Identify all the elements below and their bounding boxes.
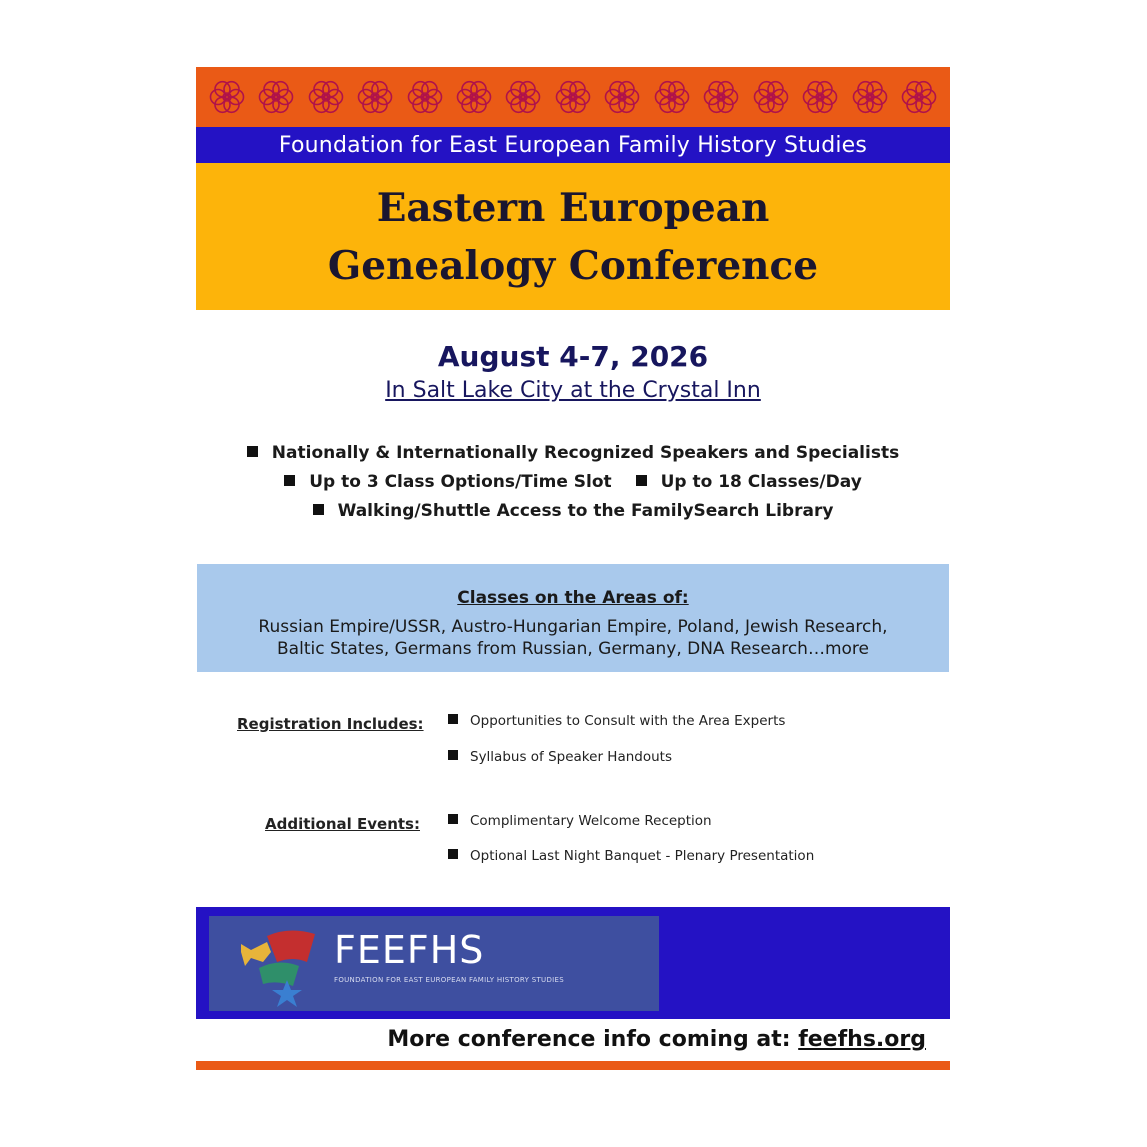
additional-event-item bbox=[448, 848, 814, 864]
feature-line-1 bbox=[196, 443, 950, 463]
feature-classes-per-day: Up to 18 Classes/Day bbox=[660, 472, 862, 492]
website-link[interactable]: feefhs.org bbox=[798, 1027, 926, 1052]
feefhs-logo-name: FEEFHS bbox=[334, 928, 485, 972]
flower-icon bbox=[553, 77, 593, 117]
logo-banner bbox=[196, 907, 950, 1019]
flower-icon bbox=[652, 77, 692, 117]
class-areas-box bbox=[197, 564, 949, 672]
footer-info bbox=[196, 1027, 926, 1052]
feefhs-logo bbox=[209, 916, 659, 1011]
additional-events-label: Additional Events: bbox=[265, 815, 420, 833]
flower-icon bbox=[405, 77, 445, 117]
flower-icon bbox=[800, 77, 840, 117]
registration-item bbox=[448, 749, 672, 765]
registration-item-text: Syllabus of Speaker Handouts bbox=[470, 749, 672, 765]
feature-speakers: Nationally & Internationally Recognized Speakers and Specialists bbox=[271, 443, 900, 463]
flower-icon bbox=[256, 77, 296, 117]
additional-event-text: Complimentary Welcome Reception bbox=[470, 813, 712, 829]
feature-line-2 bbox=[196, 472, 950, 492]
flower-icon bbox=[503, 77, 543, 117]
title-banner bbox=[196, 163, 950, 310]
bullet-square-icon bbox=[284, 475, 295, 486]
conference-dates: August 4-7, 2026 bbox=[437, 340, 709, 373]
bullet-square-icon bbox=[448, 849, 458, 859]
class-areas-line-1: Russian Empire/USSR, Austro-Hungarian Empire, Poland, Jewish Research, bbox=[258, 617, 888, 637]
feature-library-access: Walking/Shuttle Access to the FamilySearch Library bbox=[337, 501, 834, 521]
bullet-square-icon bbox=[448, 714, 458, 724]
feature-line-3 bbox=[196, 501, 950, 521]
bullet-square-icon bbox=[448, 814, 458, 824]
additional-event-text: Optional Last Night Banquet - Plenary Presentation bbox=[470, 848, 815, 864]
feefhs-logo-tagline: FOUNDATION FOR EAST EUROPEAN FAMILY HISTORY STUDIES bbox=[334, 976, 564, 984]
flower-icon bbox=[207, 77, 247, 117]
registration-item-text: Opportunities to Consult with the Area Experts bbox=[470, 713, 786, 729]
class-areas-heading: Classes on the Areas of: bbox=[457, 588, 689, 608]
bottom-rule bbox=[196, 1061, 950, 1070]
flower-icon bbox=[751, 77, 791, 117]
flower-icon bbox=[701, 77, 741, 117]
flower-icon bbox=[306, 77, 346, 117]
flower-icon bbox=[602, 77, 642, 117]
conference-location-link[interactable]: In Salt Lake City at the Crystal Inn bbox=[385, 378, 761, 403]
bullet-square-icon bbox=[313, 504, 324, 515]
class-areas-line-2: Baltic States, Germans from Russian, Germany, DNA Research…more bbox=[277, 639, 869, 659]
feature-class-options: Up to 3 Class Options/Time Slot bbox=[309, 472, 612, 492]
flower-icon bbox=[454, 77, 494, 117]
feefhs-emblem-icon bbox=[237, 922, 327, 1010]
bullet-square-icon bbox=[636, 475, 647, 486]
flower-icon bbox=[899, 77, 939, 117]
conference-title-line-1: Eastern European bbox=[376, 184, 770, 231]
conference-title-line-2: Genealogy Conference bbox=[327, 242, 819, 289]
organization-banner bbox=[196, 127, 950, 163]
bullet-square-icon bbox=[247, 446, 258, 457]
registration-label: Registration Includes: bbox=[237, 715, 424, 733]
flower-icon bbox=[355, 77, 395, 117]
flower-band bbox=[196, 67, 950, 127]
bullet-square-icon bbox=[448, 750, 458, 760]
registration-item bbox=[448, 713, 785, 729]
organization-name: Foundation for East European Family History Studies bbox=[278, 132, 868, 158]
additional-event-item bbox=[448, 813, 712, 829]
footer-prefix: More conference info coming at: bbox=[387, 1027, 791, 1052]
flower-icon bbox=[850, 77, 890, 117]
